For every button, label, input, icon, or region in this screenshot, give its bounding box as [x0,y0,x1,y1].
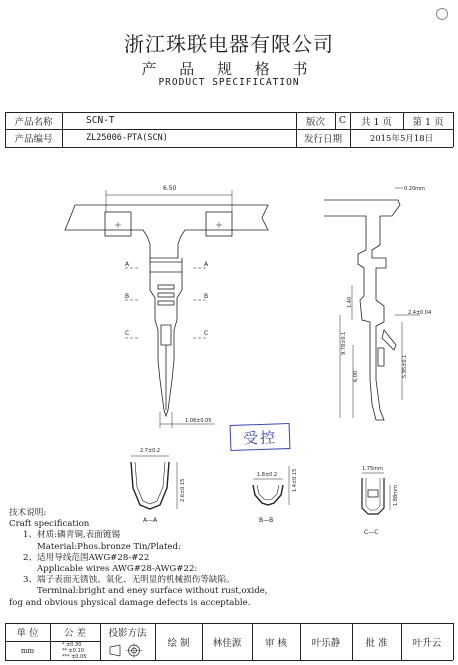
section-a-right: A [204,261,209,268]
punch-hole [436,8,448,20]
section-a-left: A [125,261,130,268]
notes-heading-cn: 技术说明: [9,508,47,518]
note-3-en-cont: fog and obvious physical damage defects is acceptable. [9,597,251,608]
note-1-en: Material:Phos.bronze Tin/Plated: [37,541,181,552]
label-aa: A—A [143,517,158,524]
section-c-left: C [125,330,130,337]
tolerance-label: 公 差 [63,628,87,639]
controlled-stamp: 受控 [230,423,291,451]
projection-label: 投影方法 [108,628,147,639]
page-number: 第 1 页 [412,116,444,128]
dim-2-4: 2.4±0.04 [408,310,432,316]
unit-label: 单 位 [16,628,39,639]
version-value: C [338,115,347,126]
dim-2-6: 2.6±0.15 [180,478,186,502]
side-view [324,200,400,420]
tolerance-values: * ±0.30 ** ±0.10 *** ±0.05 [62,642,87,660]
dim-1-08: 1.08±0.05 [185,418,212,424]
doc-title-cn: 产 品 规 格 书 [141,60,317,78]
approve-label: 批 准 [365,637,388,649]
note-2-cn: 2、适用导线范围AWG#28-#22 [23,552,150,563]
issue-date-label: 发行日期 [303,134,342,145]
note-3-cn: 3、端子表面无锈蚀、氧化、无明显的机械损伤等缺陷。 [23,575,235,586]
dim-1-8: 1.8±0.2 [257,472,278,478]
carrier-strip [65,205,268,258]
drawn-name: 林佳源 [212,637,242,649]
product-name-value: SCN-T [86,115,115,126]
version-label: 版次 [305,116,325,128]
dim-1-75: 1.75mm [362,466,383,472]
section-b-right: B [204,293,209,300]
unit-value: mm [20,646,35,655]
review-label: 审 核 [264,637,288,649]
technical-notes [9,508,449,609]
dim-1-40: 1.40 [347,296,353,308]
dim-5-95: 5.95±0.1 [402,354,408,378]
company-name: 浙江珠联电器有限公司 [124,32,334,56]
projection-symbol-icon [108,643,148,658]
note-3-en: Terminal:bright and eney surface without rust,oxide, [37,586,268,597]
dim-9-78: 9.78±0.1 [341,331,347,355]
label-bb: B—B [259,517,274,524]
review-name: 叶乐静 [311,637,341,649]
dim-6-50: 6.50 [163,185,177,192]
note-2-en: Applicable wires AWG#28-AWG#22: [37,564,198,575]
section-b-left: B [125,293,130,300]
dim-1-88: 1.88mm [393,485,399,506]
dim-6-00: 6.00 [353,370,359,382]
approve-name: 叶升云 [412,637,442,649]
product-code-value: ZL25006-PTA(SCN) [86,133,168,143]
section-c-right: C [204,330,209,337]
label-cc: C—C [364,529,379,536]
dim-2-7: 2.7±0.2 [140,448,161,454]
product-code-label: 产品编号 [14,134,53,145]
notes-heading-en: Craft specification [9,519,90,530]
dim-1-4: 1.4±0.15 [292,468,298,492]
dim-0-20: 0.20mm [404,186,425,192]
total-pages: 共 1 页 [360,116,393,128]
note-1-cn: 1、材质:磷青铜,表面镀锡 [23,530,121,541]
issue-date-value: 2015年5月18日 [369,134,434,144]
product-name-label: 产品名称 [14,116,53,128]
doc-title-en: PRODUCT SPECIFICATION [158,77,300,88]
drawn-label: 绘 制 [167,637,190,649]
